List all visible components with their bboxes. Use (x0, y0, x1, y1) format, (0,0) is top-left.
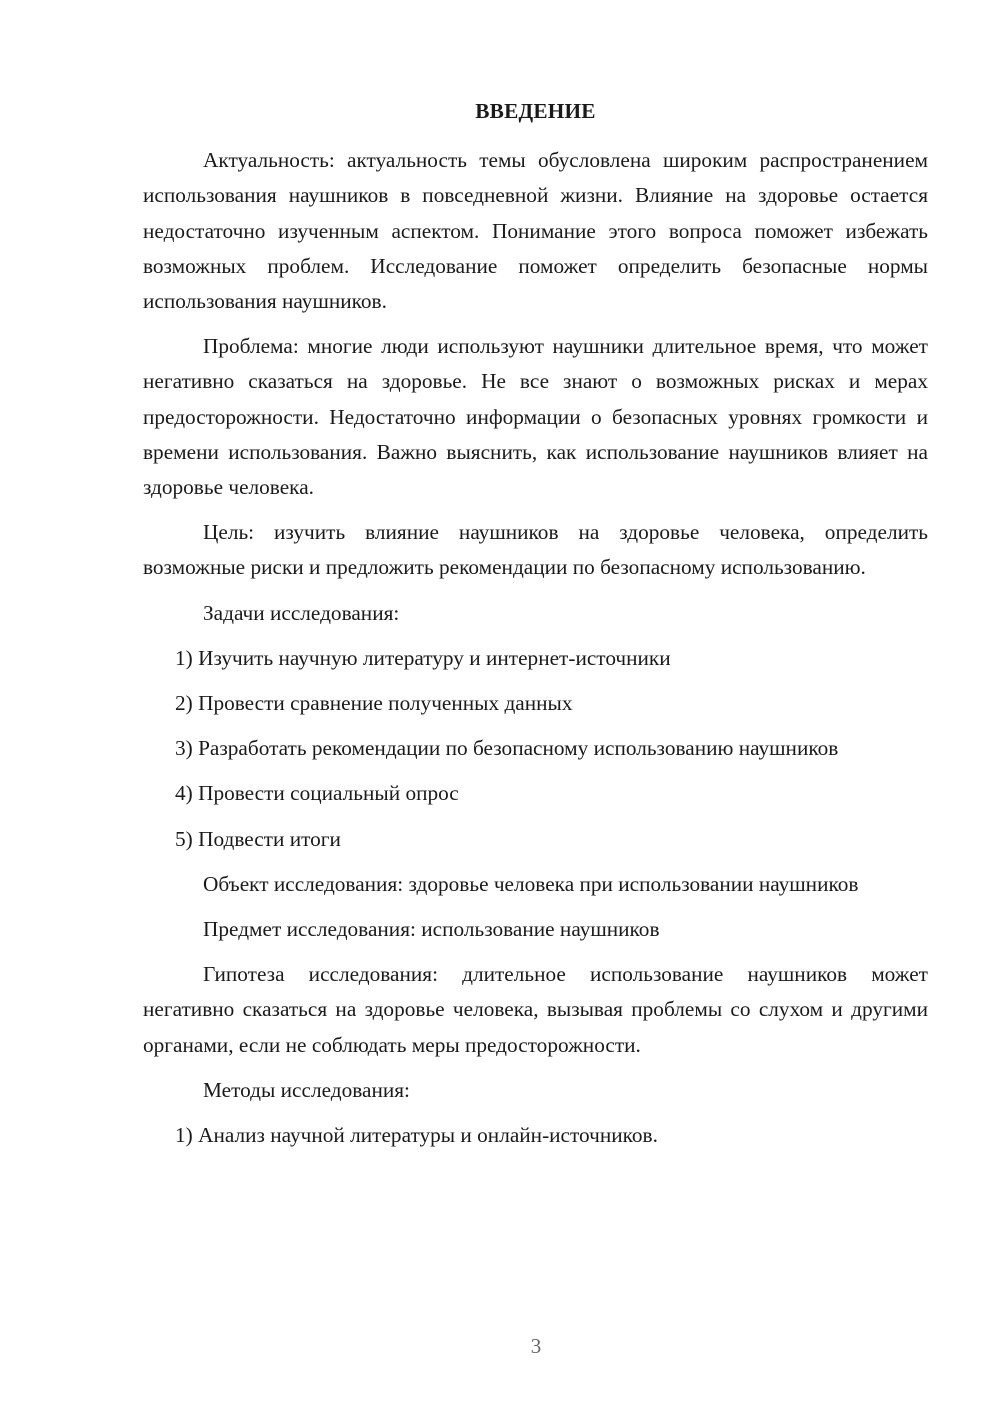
problem-paragraph: Проблема: многие люди используют наушники длительное время, что может негативно сказаться на здоровье. Не все знают о возможных рисках и мерах предосторожности. Недостаточно информации о безопасных уровнях громкости и времени использования. Важно выяснить, как использование наушников влияет на здоровье человека. (143, 334, 928, 500)
tasks-list (143, 641, 928, 857)
task-item-3: 3) Разработать рекомендации по безопасному использованию наушников (175, 736, 839, 761)
task-item-5: 5) Подвести итоги (175, 826, 341, 851)
relevance-paragraph: Актуальность: актуальность темы обусловлена широким распространением использования наушников в повседневной жизни. Влияние на здоровье остается недостаточно изученным аспектом. Понимание этого вопроса поможет избежать возможных проблем. Исследование поможет определить безопасные нормы использования наушников. (143, 148, 928, 314)
methods-list (143, 1118, 928, 1153)
methods-heading: Методы исследования: (203, 1077, 410, 1102)
task-item-2: 2) Провести сравнение полученных данных (175, 691, 573, 716)
section-title: ВВЕДЕНИЕ (475, 99, 596, 123)
hypothesis-paragraph: Гипотеза исследования: длительное использование наушников может негативно сказаться на здоровье человека, вызывая проблемы со слухом и другими органами, если не соблюдать меры предосторожности. (143, 962, 928, 1057)
document-page (143, 94, 928, 1163)
task-item-1: 1) Изучить научную литературу и интернет-источники (175, 645, 671, 670)
subject-paragraph: Предмет исследования: использование наушников (203, 917, 660, 942)
object-paragraph: Объект исследования: здоровье человека при использовании наушников (203, 871, 859, 896)
page-number: 3 (530, 1334, 542, 1358)
method-item-1: 1) Анализ научной литературы и онлайн-источников. (175, 1123, 658, 1148)
task-item-4: 4) Провести социальный опрос (175, 781, 459, 806)
goal-paragraph: Цель: изучить влияние наушников на здоровье человека, определить возможные риски и предложить рекомендации по безопасному использованию. (143, 520, 928, 580)
tasks-heading: Задачи исследования: (203, 600, 400, 625)
